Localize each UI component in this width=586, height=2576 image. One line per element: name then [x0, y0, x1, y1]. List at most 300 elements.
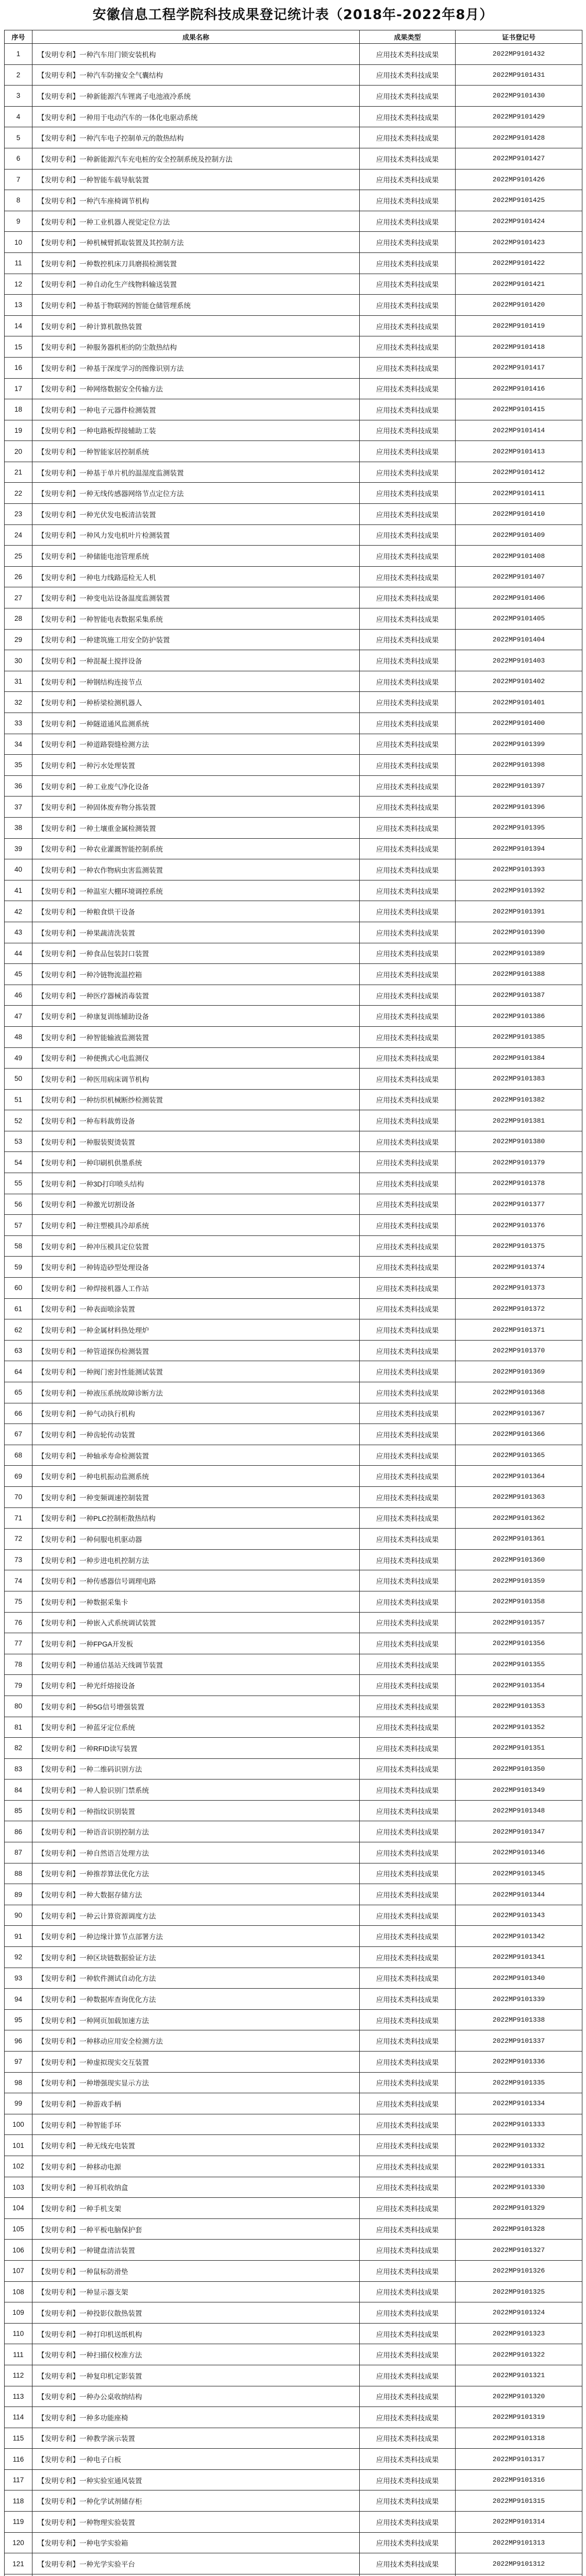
row-seq: 66	[5, 1403, 32, 1424]
table-row	[5, 2281, 582, 2302]
row-cert-no: 2022MP9101312	[456, 2553, 582, 2574]
row-type: 应用技术类科技成果	[360, 2114, 456, 2135]
row-title: 【发明专利】一种无线传感器网络节点定位方法	[32, 483, 360, 504]
row-cert-no: 2022MP9101428	[456, 127, 582, 148]
row-title: 【发明专利】一种工业废气净化设备	[32, 775, 360, 796]
table-row	[5, 859, 582, 880]
row-title: 【发明专利】一种建筑施工用安全防护装置	[32, 629, 360, 650]
row-seq: 26	[5, 566, 32, 587]
row-title: 【发明专利】一种管道探伤检测装置	[32, 1340, 360, 1361]
row-title: 【发明专利】一种电学实验箱	[32, 2532, 360, 2553]
table-row	[5, 734, 582, 755]
row-seq: 51	[5, 1089, 32, 1110]
table-row	[5, 1549, 582, 1570]
table-row	[5, 629, 582, 650]
row-seq: 103	[5, 2177, 32, 2198]
table-row	[5, 2240, 582, 2261]
row-cert-no: 2022MP9101372	[456, 1298, 582, 1319]
row-seq: 10	[5, 232, 32, 253]
row-seq: 87	[5, 1842, 32, 1863]
table-row	[5, 1110, 582, 1131]
table-row	[5, 1235, 582, 1257]
row-cert-no: 2022MP9101346	[456, 1842, 582, 1863]
row-title: 【发明专利】一种电机振动监测系统	[32, 1466, 360, 1487]
row-cert-no: 2022MP9101340	[456, 1968, 582, 1989]
row-title: 【发明专利】一种道路裂缝检测方法	[32, 734, 360, 755]
table-row	[5, 1717, 582, 1738]
row-seq: 48	[5, 1026, 32, 1047]
row-cert-no: 2022MP9101388	[456, 964, 582, 985]
table-row	[5, 2532, 582, 2553]
row-cert-no: 2022MP9101370	[456, 1340, 582, 1361]
row-seq: 91	[5, 1926, 32, 1947]
row-type: 应用技术类科技成果	[360, 357, 456, 378]
row-seq: 25	[5, 546, 32, 567]
row-seq: 112	[5, 2365, 32, 2386]
row-cert-no: 2022MP9101400	[456, 713, 582, 734]
row-cert-no: 2022MP9101375	[456, 1235, 582, 1257]
row-cert-no: 2022MP9101395	[456, 817, 582, 838]
row-type: 应用技术类科技成果	[360, 2302, 456, 2324]
row-type: 应用技术类科技成果	[360, 2449, 456, 2470]
row-cert-no: 2022MP9101424	[456, 211, 582, 232]
table-row	[5, 2512, 582, 2533]
row-type: 应用技术类科技成果	[360, 734, 456, 755]
row-title: 【发明专利】一种智能电表数据采集系统	[32, 608, 360, 630]
row-type: 应用技术类科技成果	[360, 1466, 456, 1487]
row-cert-no: 2022MP9101357	[456, 1612, 582, 1633]
table-row	[5, 1926, 582, 1947]
table-row	[5, 964, 582, 985]
row-seq: 42	[5, 901, 32, 922]
row-type: 应用技术类科技成果	[360, 1612, 456, 1633]
row-seq: 20	[5, 441, 32, 462]
row-seq: 14	[5, 315, 32, 336]
row-cert-no: 2022MP9101347	[456, 1821, 582, 1842]
row-seq: 105	[5, 2218, 32, 2240]
row-type: 应用技术类科技成果	[360, 378, 456, 399]
row-seq: 73	[5, 1549, 32, 1570]
table-row	[5, 169, 582, 190]
row-type: 应用技术类科技成果	[360, 1110, 456, 1131]
table-row	[5, 1361, 582, 1382]
row-cert-no: 2022MP9101382	[456, 1089, 582, 1110]
row-type: 应用技术类科技成果	[360, 838, 456, 859]
row-seq: 61	[5, 1298, 32, 1319]
row-seq: 70	[5, 1486, 32, 1507]
row-type: 应用技术类科技成果	[360, 399, 456, 420]
row-type: 应用技术类科技成果	[360, 1549, 456, 1570]
table-row	[5, 817, 582, 838]
row-seq: 59	[5, 1257, 32, 1278]
row-title: 【发明专利】一种PLC控制柜散热结构	[32, 1507, 360, 1529]
table-row	[5, 2449, 582, 2470]
row-seq: 46	[5, 985, 32, 1006]
table-row	[5, 880, 582, 901]
row-title: 【发明专利】一种服务器机柜的防尘散热结构	[32, 336, 360, 358]
row-type: 应用技术类科技成果	[360, 2281, 456, 2302]
row-type: 应用技术类科技成果	[360, 1633, 456, 1654]
row-seq: 56	[5, 1194, 32, 1215]
row-cert-no: 2022MP9101408	[456, 546, 582, 567]
row-type: 应用技术类科技成果	[360, 943, 456, 964]
row-title: 【发明专利】一种化学试剂储存柜	[32, 2490, 360, 2512]
row-title: 【发明专利】一种温室大棚环境调控系统	[32, 880, 360, 901]
row-title: 【发明专利】一种蓝牙定位系统	[32, 1717, 360, 1738]
row-cert-no: 2022MP9101432	[456, 44, 582, 65]
row-title: 【发明专利】一种复印机定影装置	[32, 2365, 360, 2386]
row-type: 应用技术类科技成果	[360, 1738, 456, 1759]
row-type: 应用技术类科技成果	[360, 1758, 456, 1780]
header-seq: 序号	[5, 30, 32, 44]
table-row	[5, 1424, 582, 1445]
row-cert-no: 2022MP9101411	[456, 483, 582, 504]
row-cert-no	[456, 2574, 582, 2576]
row-cert-no: 2022MP9101319	[456, 2407, 582, 2428]
row-cert-no: 2022MP9101316	[456, 2469, 582, 2490]
row-seq: 5	[5, 127, 32, 148]
row-cert-no: 2022MP9101335	[456, 2072, 582, 2093]
row-seq: 55	[5, 1173, 32, 1194]
row-seq: 19	[5, 420, 32, 441]
row-title: 【发明专利】一种医用病床调节机构	[32, 1069, 360, 1090]
row-title: 【发明专利】一种自然语言处理方法	[32, 1842, 360, 1863]
row-title: 【发明专利】一种平板电脑保护套	[32, 2218, 360, 2240]
table-row	[5, 2198, 582, 2219]
row-type: 应用技术类科技成果	[360, 524, 456, 546]
table-row	[5, 2490, 582, 2512]
row-seq: 49	[5, 1047, 32, 1069]
row-cert-no: 2022MP9101393	[456, 859, 582, 880]
row-title: 【发明专利】一种网络数据安全传输方法	[32, 378, 360, 399]
row-type: 应用技术类科技成果	[360, 1570, 456, 1591]
row-cert-no: 2022MP9101377	[456, 1194, 582, 1215]
row-title: 【发明专利】一种二维码识别方法	[32, 1758, 360, 1780]
row-seq: 120	[5, 2532, 32, 2553]
table-row	[5, 2135, 582, 2156]
row-type: 应用技术类科技成果	[360, 985, 456, 1006]
row-seq: 72	[5, 1529, 32, 1550]
table-row	[5, 1654, 582, 1675]
row-type: 应用技术类科技成果	[360, 566, 456, 587]
table-row	[5, 1069, 582, 1090]
row-seq: 58	[5, 1235, 32, 1257]
row-seq: 108	[5, 2281, 32, 2302]
table-row	[5, 1319, 582, 1341]
row-title: 【发明专利】一种智能车载导航装置	[32, 169, 360, 190]
row-seq: 83	[5, 1758, 32, 1780]
table-row	[5, 1340, 582, 1361]
row-title: 【发明专利】一种数据库查询优化方法	[32, 1989, 360, 2010]
row-title: 【发明专利】一种变频调速控制装置	[32, 1486, 360, 1507]
row-title: 【发明专利】一种汽车用门锁安装机构	[32, 44, 360, 65]
table-row	[5, 1173, 582, 1194]
row-seq: 17	[5, 378, 32, 399]
row-seq: 37	[5, 796, 32, 818]
row-title: 【发明专利】一种边缘计算节点部署方法	[32, 1926, 360, 1947]
row-title: 【发明专利】一种区块链数据验证方法	[32, 1947, 360, 1968]
row-type: 应用技术类科技成果	[360, 2093, 456, 2114]
row-type: 应用技术类科技成果	[360, 1424, 456, 1445]
row-title: 【发明专利】一种增强现实显示方法	[32, 2072, 360, 2093]
table-body	[5, 44, 582, 2576]
row-seq: 64	[5, 1361, 32, 1382]
header-type: 成果类型	[360, 30, 456, 44]
row-type: 应用技术类科技成果	[360, 211, 456, 232]
row-seq: 82	[5, 1738, 32, 1759]
row-cert-no: 2022MP9101425	[456, 190, 582, 211]
row-title: 【发明专利】一种康复训练辅助设备	[32, 1006, 360, 1027]
row-cert-no: 2022MP9101332	[456, 2135, 582, 2156]
row-seq: 68	[5, 1445, 32, 1466]
row-cert-no: 2022MP9101344	[456, 1884, 582, 1905]
row-type: 应用技术类科技成果	[360, 2260, 456, 2281]
table-row	[5, 357, 582, 378]
row-title: 【发明专利】一种食品包装封口装置	[32, 943, 360, 964]
row-seq: 53	[5, 1131, 32, 1152]
row-seq: 86	[5, 1821, 32, 1842]
row-type: 应用技术类科技成果	[360, 1947, 456, 1968]
table-row	[5, 295, 582, 316]
row-cert-no: 2022MP9101367	[456, 1403, 582, 1424]
row-type: 应用技术类科技成果	[360, 1278, 456, 1299]
table-row	[5, 1257, 582, 1278]
row-type: 应用技术类科技成果	[360, 420, 456, 441]
row-title: 【发明专利】一种电子白板	[32, 2449, 360, 2470]
row-type: 应用技术类科技成果	[360, 252, 456, 274]
row-type: 应用技术类科技成果	[360, 232, 456, 253]
row-cert-no: 2022MP9101402	[456, 671, 582, 692]
table-row	[5, 1947, 582, 1968]
row-cert-no: 2022MP9101365	[456, 1445, 582, 1466]
row-title: 【发明专利】一种RFID读写装置	[32, 1738, 360, 1759]
table-row	[5, 2030, 582, 2052]
table-row	[5, 211, 582, 232]
row-title: 【发明专利】一种变电站设备温度监测装置	[32, 587, 360, 608]
row-type: 应用技术类科技成果	[360, 1069, 456, 1090]
table-row	[5, 1507, 582, 1529]
row-cert-no: 2022MP9101396	[456, 796, 582, 818]
table-row	[5, 106, 582, 127]
row-seq: 23	[5, 504, 32, 525]
table-row	[5, 566, 582, 587]
table-row	[5, 399, 582, 420]
row-seq: 63	[5, 1340, 32, 1361]
table-row	[5, 2386, 582, 2407]
row-title: 【发明专利】一种固体废弃物分拣装置	[32, 796, 360, 818]
row-type: 应用技术类科技成果	[360, 441, 456, 462]
row-seq: 65	[5, 1382, 32, 1403]
row-type: 应用技术类科技成果	[360, 587, 456, 608]
table-row	[5, 1905, 582, 1926]
row-type: 应用技术类科技成果	[360, 1152, 456, 1173]
row-type: 应用技术类科技成果	[360, 2072, 456, 2093]
row-cert-no: 2022MP9101336	[456, 2052, 582, 2073]
row-seq: 60	[5, 1278, 32, 1299]
row-type: 应用技术类科技成果	[360, 1089, 456, 1110]
row-cert-no: 2022MP9101354	[456, 1675, 582, 1696]
row-seq: 12	[5, 274, 32, 295]
row-type: 应用技术类科技成果	[360, 608, 456, 630]
row-cert-no: 2022MP9101342	[456, 1926, 582, 1947]
row-title: 【发明专利】一种数据采集卡	[32, 1591, 360, 1612]
row-cert-no: 2022MP9101414	[456, 420, 582, 441]
row-type: 应用技术类科技成果	[360, 713, 456, 734]
row-cert-no: 2022MP9101327	[456, 2240, 582, 2261]
row-type: 应用技术类科技成果	[360, 2386, 456, 2407]
row-seq: 8	[5, 190, 32, 211]
row-title: 【发明专利】一种电力线路巡检无人机	[32, 566, 360, 587]
table-row	[5, 1591, 582, 1612]
row-title: 【发明专利】一种气动执行机构	[32, 1403, 360, 1424]
row-title: 【发明专利】一种桥梁检测机器人	[32, 692, 360, 713]
table-row	[5, 420, 582, 441]
row-type: 应用技术类科技成果	[360, 1403, 456, 1424]
row-seq: 43	[5, 922, 32, 943]
row-cert-no: 2022MP9101378	[456, 1173, 582, 1194]
row-cert-no: 2022MP9101429	[456, 106, 582, 127]
row-cert-no: 2022MP9101376	[456, 1215, 582, 1236]
row-seq: 99	[5, 2093, 32, 2114]
table-row	[5, 190, 582, 211]
row-cert-no: 2022MP9101333	[456, 2114, 582, 2135]
row-title: 【发明专利】一种基于深度学习的图像识别方法	[32, 357, 360, 378]
row-title: 【发明专利】一种冲压模具定位装置	[32, 1235, 360, 1257]
table-row	[5, 796, 582, 818]
row-title: 【发明专利】一种储能电池管理系统	[32, 546, 360, 567]
row-title: 【发明专利】一种嵌入式系统调试装置	[32, 1612, 360, 1633]
table-row	[5, 1194, 582, 1215]
row-seq: 29	[5, 629, 32, 650]
row-type: 应用技术类科技成果	[360, 86, 456, 107]
table-row	[5, 775, 582, 796]
row-title: 【发明专利】一种语音识别控制方法	[32, 1821, 360, 1842]
row-type: 应用技术类科技成果	[360, 859, 456, 880]
row-title: 【发明专利】一种鼠标防滑垫	[32, 2260, 360, 2281]
row-seq: 18	[5, 399, 32, 420]
row-title: 【发明专利】一种物理实验装置	[32, 2512, 360, 2533]
row-type: 应用技术类科技成果	[360, 2344, 456, 2365]
row-cert-no: 2022MP9101325	[456, 2281, 582, 2302]
row-type: 应用技术类科技成果	[360, 796, 456, 818]
row-title: 【发明专利】一种印刷机供墨系统	[32, 1152, 360, 1173]
row-title: 【发明专利】一种游戏手柄	[32, 2093, 360, 2114]
table-row	[5, 2553, 582, 2574]
row-title: 【发明专利】一种计算机散热装置	[32, 315, 360, 336]
row-type: 应用技术类科技成果	[360, 2490, 456, 2512]
row-type: 应用技术类科技成果	[360, 295, 456, 316]
table-row	[5, 2009, 582, 2030]
row-cert-no: 2022MP9101350	[456, 1758, 582, 1780]
row-title: 【发明专利】一种光纤熔接设备	[32, 1675, 360, 1696]
row-seq: 22	[5, 483, 32, 504]
row-seq: 89	[5, 1884, 32, 1905]
row-cert-no: 2022MP9101320	[456, 2386, 582, 2407]
table-row	[5, 336, 582, 358]
row-title: 【发明专利】一种推荐算法优化方法	[32, 1863, 360, 1884]
row-title: 【发明专利】一种通信基站天线调节装置	[32, 1654, 360, 1675]
table-row	[5, 1989, 582, 2010]
row-type: 应用技术类科技成果	[360, 2407, 456, 2428]
row-type: 应用技术类科技成果	[360, 2135, 456, 2156]
row-cert-no: 2022MP9101381	[456, 1110, 582, 1131]
row-title: 【发明专利】一种智能手环	[32, 2114, 360, 2135]
table-row	[5, 2407, 582, 2428]
row-seq: 57	[5, 1215, 32, 1236]
row-seq: 80	[5, 1696, 32, 1717]
row-type: 应用技术类科技成果	[360, 336, 456, 358]
table-row	[5, 378, 582, 399]
row-cert-no: 2022MP9101415	[456, 399, 582, 420]
row-cert-no: 2022MP9101385	[456, 1026, 582, 1047]
row-title: 【发明专利】一种电子元器件检测装置	[32, 399, 360, 420]
row-title: 【发明专利】一种服装熨烫装置	[32, 1131, 360, 1152]
row-cert-no: 2022MP9101326	[456, 2260, 582, 2281]
row-seq: 77	[5, 1633, 32, 1654]
row-title: 【发明专利】一种钢结构连接节点	[32, 671, 360, 692]
table-row	[5, 1026, 582, 1047]
row-seq: 28	[5, 608, 32, 630]
row-title: 【发明专利】一种智能输液监测装置	[32, 1026, 360, 1047]
row-type: 应用技术类科技成果	[360, 1696, 456, 1717]
table-row	[5, 127, 582, 148]
row-title: 【发明专利】一种5G信号增强装置	[32, 1696, 360, 1717]
row-cert-no: 2022MP9101351	[456, 1738, 582, 1759]
row-cert-no: 2022MP9101329	[456, 2198, 582, 2219]
table-row	[5, 1382, 582, 1403]
row-cert-no: 2022MP9101392	[456, 880, 582, 901]
row-title: 【发明专利】一种显示器支架	[32, 2281, 360, 2302]
row-seq	[5, 2574, 32, 2576]
table-row	[5, 1884, 582, 1905]
row-title: 【发明专利】一种软件测试自动化方法	[32, 1968, 360, 1989]
row-cert-no: 2022MP9101318	[456, 2428, 582, 2449]
row-type: 应用技术类科技成果	[360, 964, 456, 985]
table-row	[5, 315, 582, 336]
table-row	[5, 587, 582, 608]
row-seq: 16	[5, 357, 32, 378]
row-cert-no: 2022MP9101421	[456, 274, 582, 295]
row-type: 应用技术类科技成果	[360, 106, 456, 127]
row-title: 【发明专利】一种数控机床刀具磨损检测装置	[32, 252, 360, 274]
row-type: 应用技术类科技成果	[360, 629, 456, 650]
row-cert-no: 2022MP9101397	[456, 775, 582, 796]
row-type: 应用技术类科技成果	[360, 44, 456, 65]
row-seq: 115	[5, 2428, 32, 2449]
table-row	[5, 2428, 582, 2449]
table-row	[5, 2156, 582, 2177]
table-row	[5, 1445, 582, 1466]
table-row	[5, 2114, 582, 2135]
row-type: 应用技术类科技成果	[360, 190, 456, 211]
row-seq: 85	[5, 1800, 32, 1821]
row-title: 【发明专利】一种云计算资源调度方法	[32, 1905, 360, 1926]
row-type: 应用技术类科技成果	[360, 2532, 456, 2553]
row-title: 【发明专利】一种土壤重金属检测装置	[32, 817, 360, 838]
table-row	[5, 64, 582, 86]
row-type: 应用技术类科技成果	[360, 1361, 456, 1382]
row-title	[32, 2574, 360, 2576]
table-header-row	[5, 30, 582, 44]
table-row	[5, 462, 582, 483]
row-seq: 121	[5, 2553, 32, 2574]
row-title: 【发明专利】一种阀门密封性能测试装置	[32, 1361, 360, 1382]
row-cert-no: 2022MP9101369	[456, 1361, 582, 1382]
row-cert-no: 2022MP9101416	[456, 378, 582, 399]
row-title: 【发明专利】一种风力发电机叶片检测装置	[32, 524, 360, 546]
row-type: 应用技术类科技成果	[360, 2218, 456, 2240]
row-seq: 102	[5, 2156, 32, 2177]
